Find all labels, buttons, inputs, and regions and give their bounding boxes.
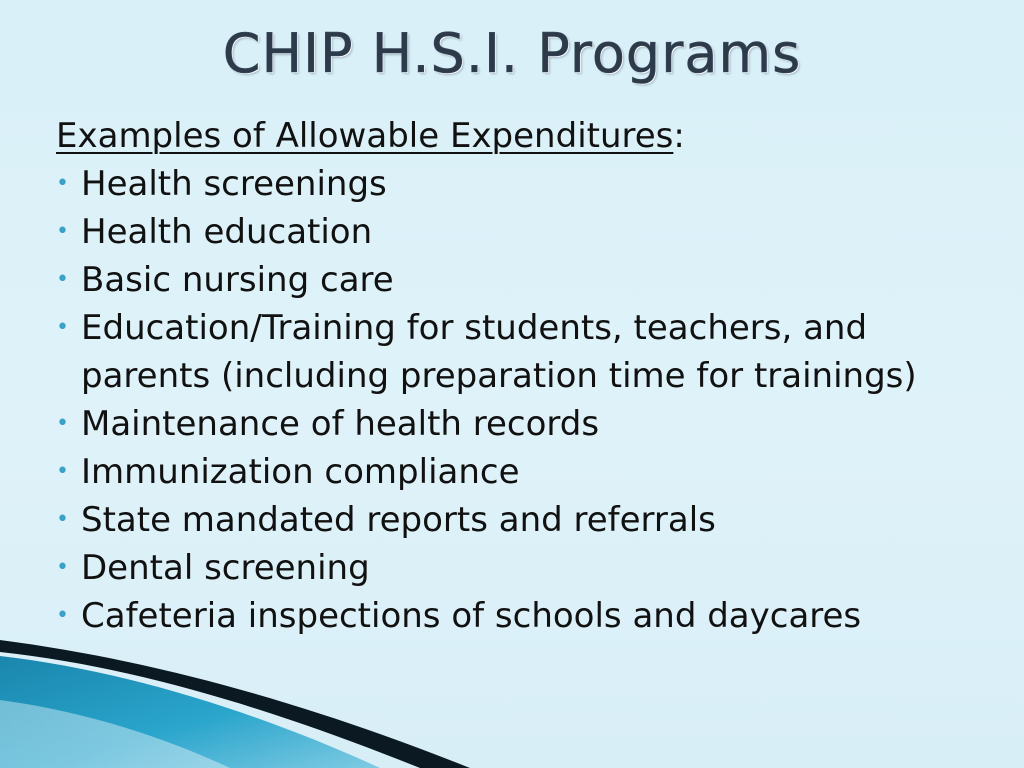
bullet-icon: • [56, 459, 69, 484]
list-item [56, 496, 986, 544]
list-item-text: Basic nursing care [81, 260, 394, 300]
bullet-icon: • [56, 315, 69, 340]
list-item-text: Dental screening [81, 548, 370, 588]
list-heading-text: Examples of Allowable Expenditures [56, 116, 674, 156]
bullet-icon: • [56, 555, 69, 580]
list-item [56, 592, 986, 640]
bullet-icon: • [56, 507, 69, 532]
bullet-icon: • [56, 603, 69, 628]
list-item [56, 160, 986, 208]
list-item [56, 544, 986, 592]
list-heading [56, 112, 986, 160]
list-item-text: Education/Training for students, teachers, and parents (including preparation time for trainings) [81, 308, 917, 396]
bullet-icon: • [56, 267, 69, 292]
list-item-text: Health education [81, 212, 373, 252]
expenditure-list [56, 160, 986, 640]
list-item [56, 448, 986, 496]
bullet-icon: • [56, 171, 69, 196]
list-item [56, 256, 986, 304]
list-heading-colon: : [673, 116, 685, 156]
list-item-text: Immunization compliance [81, 452, 520, 492]
list-item [56, 304, 986, 400]
list-item-text: Maintenance of health records [81, 404, 600, 444]
bullet-icon: • [56, 411, 69, 436]
bullet-icon: • [56, 219, 69, 244]
content-body [56, 112, 986, 640]
list-item [56, 208, 986, 256]
list-item-text: Health screenings [81, 164, 387, 204]
list-item [56, 400, 986, 448]
slide-title: CHIP H.S.I. Programs [222, 22, 802, 85]
list-item-text: State mandated reports and referrals [81, 500, 716, 540]
list-item-text: Cafeteria inspections of schools and daycares [81, 596, 862, 636]
